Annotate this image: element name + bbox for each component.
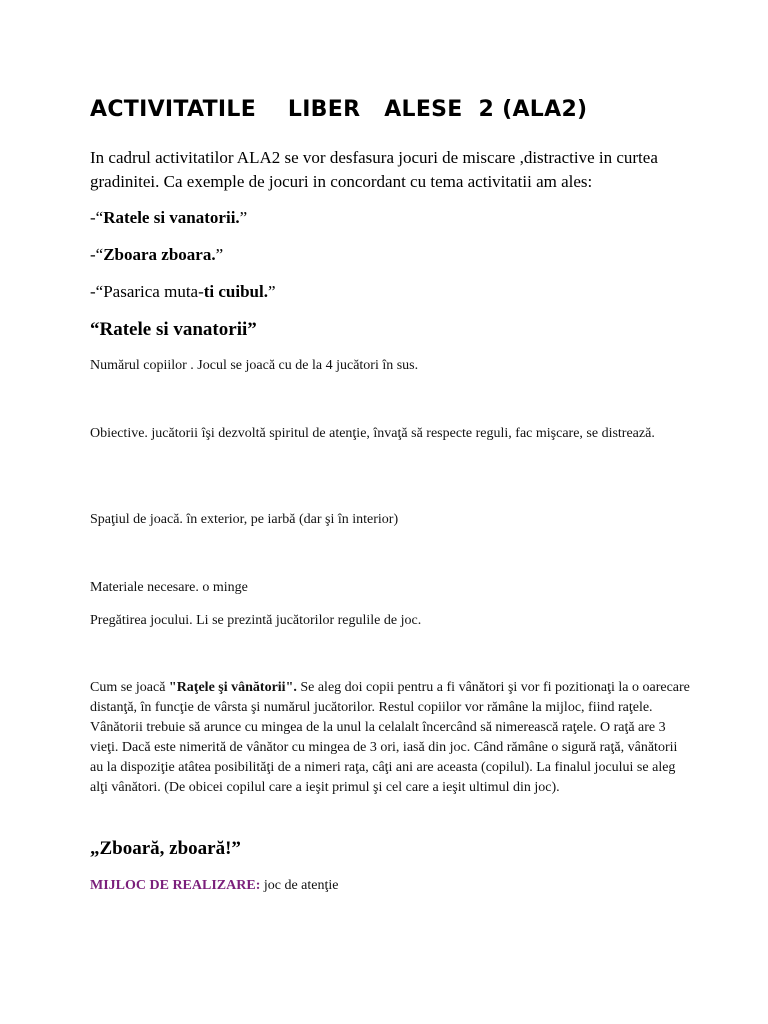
cum-game-name: "Raţele şi vânătorii". (168, 680, 297, 695)
pregatirea-jocului: Pregătirea jocului. Li se prezintă jucătorilor regulile de joc. (90, 613, 422, 628)
game-suffix: ” (239, 208, 248, 227)
game-prefix: -“ (90, 245, 104, 264)
obiective: Obiective. jucătorii îşi dezvoltă spiritul de atenţie, învaţă să respecte reguli, fac mişcare, se distrează. (90, 426, 655, 441)
game-suffix: ” (215, 245, 224, 264)
game-name: Zboara zboara. (103, 245, 216, 264)
section1-heading: “Ratele si vanatorii” (90, 319, 257, 340)
game-name: ti cuibul. (203, 282, 268, 301)
game-prefix: -“ (90, 208, 104, 227)
mijloc-de-realizare (90, 876, 690, 896)
mijloc-label: MIJLOC DE REALIZARE: (90, 878, 261, 893)
mijloc-value: joc de atenţie (260, 878, 339, 893)
game-item-3 (90, 280, 690, 304)
intro-paragraph: In cadrul activitatilor ALA2 se vor desfasura jocuri de miscare ,distractive in curtea gradinitei. Ca exemple de jocuri in concordant cu tema activitatii am ales: (90, 148, 658, 191)
game-prefix: -“Pasarica muta- (90, 282, 204, 301)
page-title: ACTIVITATILE LIBER ALESE 2 (ALA2) (90, 97, 588, 122)
cum-se-joaca (90, 678, 690, 798)
section2-heading: „Zboară, zboară!” (90, 838, 241, 859)
game-suffix: ” (268, 282, 276, 301)
numar-copiilor: Numărul copiilor . Jocul se joacă cu de la 4 jucători în sus. (90, 358, 419, 373)
game-name: Ratele si vanatorii. (103, 208, 240, 227)
game-item-2 (90, 243, 690, 267)
spatiul-de-joaca: Spaţiul de joacă. în exterior, pe iarbă (dar şi în interior) (90, 512, 399, 527)
cum-text: Se aleg doi copii pentru a fi vânători şi vor fi pozitionaţi la o oarecare distanţă, în funcţie de vârsta şi numărul jucătorilor. Restul copiilor vor rămâne la mijloc, fiind raţele. Vânătorii trebuie să arunce cu mingea de la unul la celalalt încercând să nimerească raţele. O raţă are 3 vieţi. Dacă este nimerită de vânător cu mingea de 3 ori, iasă din joc. Când rămâne o sigură raţă, vânătorii au la dispoziţie atâtea posibilităţi de a nimeri raţa, câţi ani are aceasta (copilul). La finalul jocului se aleg alţi vânători. (De obicei copilul care a ieşit primul şi cel care a ieşit ultimul din joc). (90, 680, 690, 795)
game-item-1 (90, 206, 690, 230)
materiale-necesare: Materiale necesare. o minge (90, 580, 248, 595)
cum-prefix: Cum se joacă (90, 680, 169, 695)
